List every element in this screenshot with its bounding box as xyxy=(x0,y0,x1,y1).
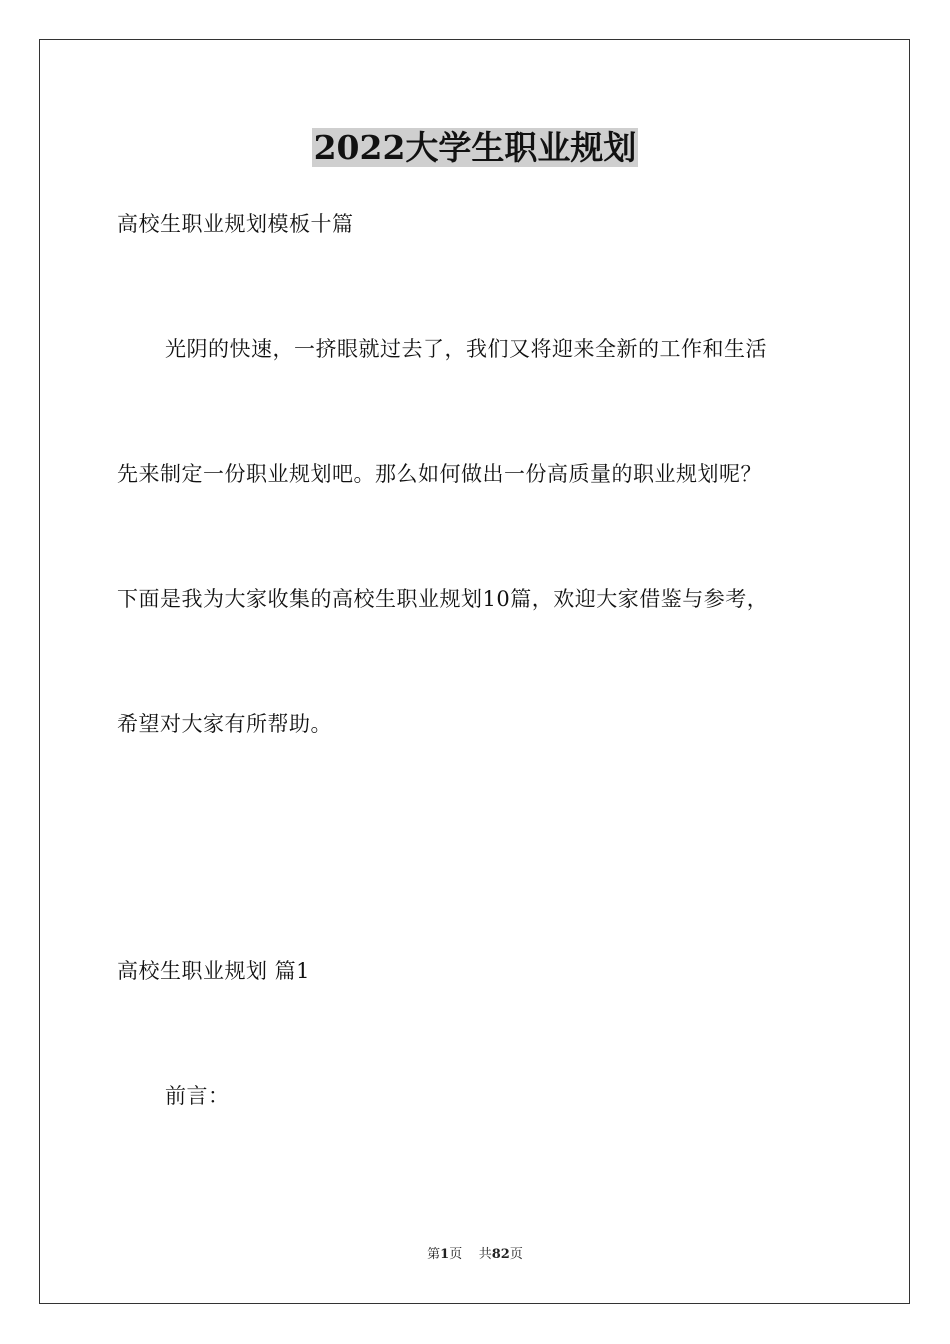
total-pages: 82 xyxy=(491,1247,510,1262)
total-prefix: 共 xyxy=(478,1247,492,1262)
section-heading: 高校生职业规划 篇1 xyxy=(117,959,311,983)
intro-line-3: 下面是我为大家收集的高校生职业规划10篇，欢迎大家借鉴与参考， xyxy=(117,587,769,611)
document-subtitle: 高校生职业规划模板十篇 xyxy=(117,212,354,236)
intro-line-4: 希望对大家有所帮助。 xyxy=(117,712,332,736)
page-prefix: 第 xyxy=(427,1247,441,1262)
total-suffix: 页 xyxy=(509,1247,523,1262)
document-title xyxy=(0,126,950,170)
page-suffix: 页 xyxy=(449,1247,463,1262)
page-footer xyxy=(0,1246,950,1264)
page-number: 1 xyxy=(440,1247,450,1262)
preface-label: 前言： xyxy=(165,1084,230,1108)
intro-line-1: 光阴的快速，一挤眼就过去了，我们又将迎来全新的工作和生活 xyxy=(165,337,767,361)
document-title-text: 2022大学生职业规划 xyxy=(313,128,637,167)
intro-line-2: 先来制定一份职业规划吧。那么如何做出一份高质量的职业规划呢？ xyxy=(117,462,762,486)
